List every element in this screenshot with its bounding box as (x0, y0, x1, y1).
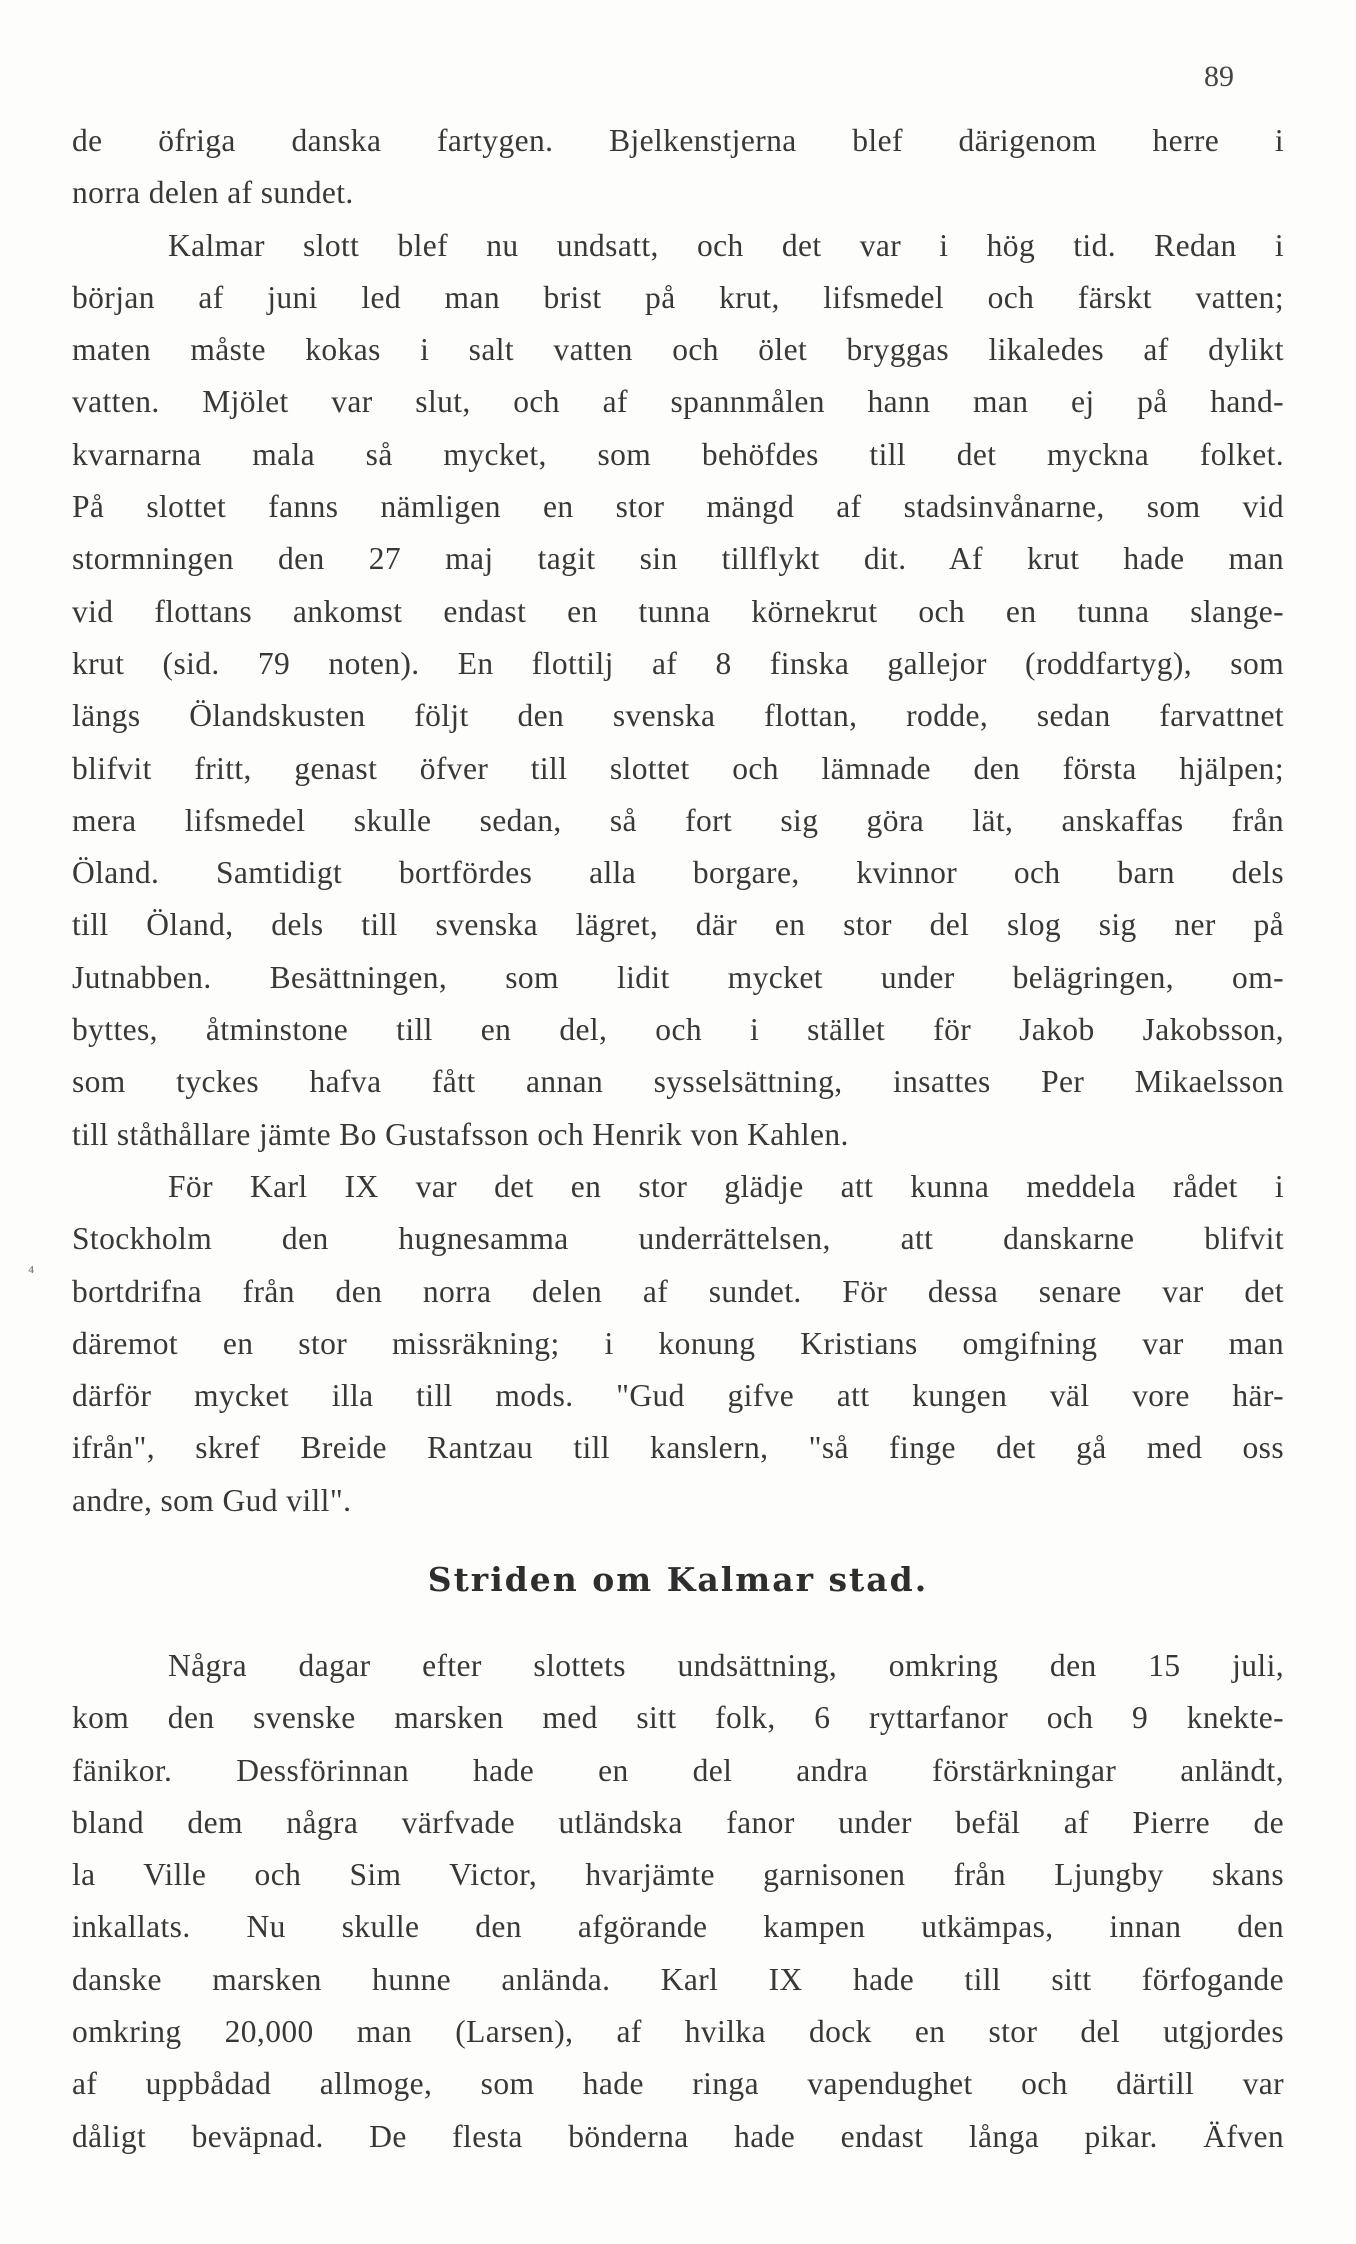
text-line: blifvit fritt, genast öfver till slottet och lämnade den första hjälpen; (72, 750, 1284, 786)
text-line: vatten. Mjölet var slut, och af spannmålen hann man ej på hand- (72, 384, 1284, 420)
text-line: längs Ölandskusten följt den svenska flottan, rodde, sedan farvattnet (72, 698, 1284, 734)
text-line: la Ville och Sim Victor, hvarjämte garnisonen från Ljungby skans (72, 1857, 1284, 1893)
text-line: bland dem några värfvade utländska fanor under befäl af Pierre de (72, 1804, 1284, 1840)
text-line: omkring 20,000 man (Larsen), af hvilka dock en stor del utgjordes (72, 2014, 1284, 2050)
text-line: de öfriga danska fartygen. Bjelkenstjerna blef därigenom herre i (72, 123, 1284, 158)
text-line: Öland. Samtidigt bortfördes alla borgare, kvinnor och barn dels (72, 855, 1284, 891)
text-line: till ståthållare jämte Bo Gustafsson och Henrik von Kahlen. (72, 1116, 849, 1152)
section-heading: Striden om Kalmar stad. (427, 1560, 929, 1599)
text-line: till Öland, dels till svenska lägret, där en stor del slog sig ner på (72, 907, 1284, 943)
text-line: ifrån", skref Breide Rantzau till kanslern, "så finge det gå med oss (72, 1430, 1284, 1466)
page-number: 89 (1204, 60, 1234, 93)
text-line: Kalmar slott blef nu undsatt, och det var i hög tid. Redan i (168, 227, 1284, 263)
text-line: Stockholm den hugnesamma underrättelsen, att danskarne blifvit (72, 1221, 1284, 1257)
text-line: kom den svenske marsken med sitt folk, 6 ryttarfanor och 9 knekte- (72, 1700, 1284, 1736)
text-line: krut (sid. 79 noten). En flottilj af 8 finska gallejor (roddfartyg), som (72, 645, 1284, 681)
paragraph-block-2 (72, 1640, 1284, 2163)
text-line: fänikor. Dessförinnan hade en del andra förstärkningar anländt, (72, 1752, 1284, 1788)
text-line: norra delen af sundet. (72, 175, 354, 211)
margin-mark: ⁴ (28, 1262, 35, 1282)
text-line: danske marsken hunne anlända. Karl IX hade till sitt förfogande (72, 1961, 1284, 1997)
text-line: Jutnabben. Besättningen, som lidit mycket under belägringen, om- (72, 959, 1284, 995)
text-line: För Karl IX var det en stor glädje att kunna meddela rådet i (168, 1168, 1284, 1204)
text-line: inkallats. Nu skulle den afgörande kampen utkämpas, innan den (72, 1909, 1284, 1945)
text-line: bortdrifna från den norra delen af sundet. För dessa senare var det (72, 1273, 1284, 1309)
text-line: början af juni led man brist på krut, lifsmedel och färskt vatten; (72, 279, 1284, 315)
text-line: af uppbådad allmoge, som hade ringa vapendughet och därtill var (72, 2066, 1284, 2102)
text-line: maten måste kokas i salt vatten och ölet bryggas likaledes af dylikt (72, 332, 1284, 368)
text-line: andre, som Gud vill". (72, 1482, 352, 1518)
text-line: mera lifsmedel skulle sedan, så fort sig göra lät, anskaffas från (72, 802, 1284, 838)
text-line: vid flottans ankomst endast en tunna körnekrut och en tunna slange- (72, 593, 1284, 629)
text-line: som tyckes hafva fått annan sysselsättning, insattes Per Mikaelsson (72, 1064, 1284, 1100)
text-line: stormningen den 27 maj tagit sin tillflykt dit. Af krut hade man (72, 541, 1284, 577)
text-line: kvarnarna mala så mycket, som behöfdes till det myckna folket. (72, 436, 1284, 472)
paragraph-block-1 (72, 115, 1284, 1527)
text-line: På slottet fanns nämligen en stor mängd af stadsinvånarne, som vid (72, 489, 1284, 525)
text-line: byttes, åtminstone till en del, och i stället för Jakob Jakobsson, (72, 1012, 1284, 1048)
text-line: däremot en stor missräkning; i konung Kristians omgifning var man (72, 1325, 1284, 1361)
text-line: dåligt beväpnad. De flesta bönderna hade endast långa pikar. Äfven (72, 2118, 1284, 2154)
text-line: Några dagar efter slottets undsättning, omkring den 15 juli, (168, 1648, 1284, 1683)
text-line: därför mycket illa till mods. "Gud gifve att kungen väl vore här- (72, 1378, 1284, 1414)
